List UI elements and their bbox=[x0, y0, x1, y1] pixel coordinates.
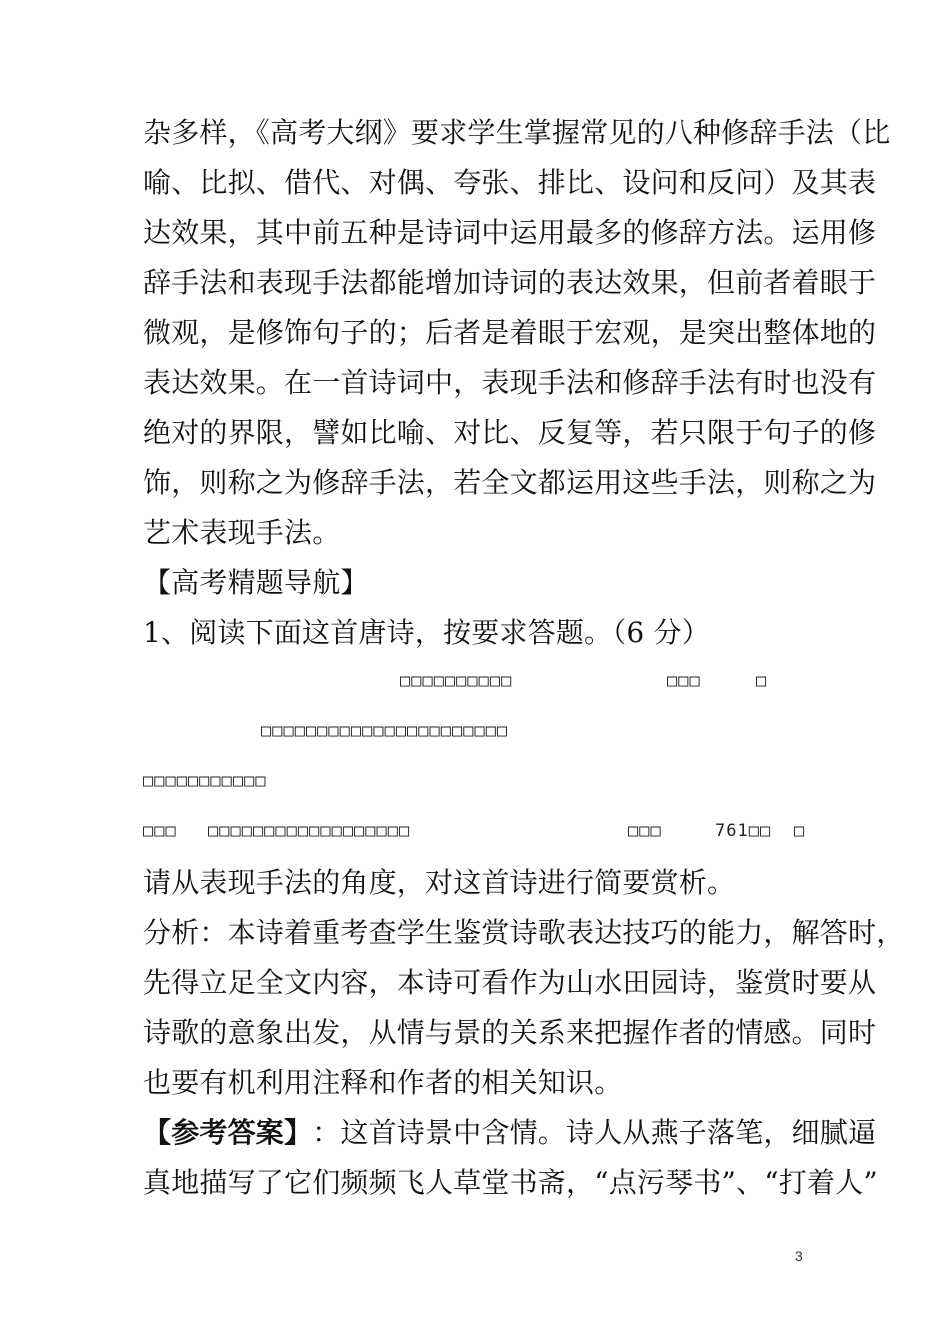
page-number: 3 bbox=[795, 1248, 803, 1264]
paragraph-line: 表达效果。在一首诗词中，表现手法和修辞手法有时也没有 bbox=[143, 366, 877, 399]
garbled-text: □□□□□□□□□□□ bbox=[143, 771, 267, 791]
answer-line: 真地描写了它们频频飞人草堂书斋，“点污琴书”、“打着人” bbox=[143, 1166, 878, 1199]
paragraph-line: 饰，则称之为修辞手法，若全文都运用这些手法，则称之为 bbox=[143, 466, 877, 499]
question-prompt: 1、阅读下面这首唐诗，按要求答题。（6 分） bbox=[143, 616, 710, 649]
paragraph-line: 艺术表现手法。 bbox=[143, 516, 341, 549]
garbled-text: □□□□□□□□□□□□□□□□□□ bbox=[208, 821, 411, 841]
paragraph-line: 微观，是修饰句子的；后者是着眼于宏观，是突出整体地的 bbox=[143, 316, 877, 349]
analysis-line: 也要有机利用注释和作者的相关知识。 bbox=[143, 1066, 623, 1099]
garbled-text: □ bbox=[794, 821, 806, 841]
paragraph-line: 辞手法和表现手法都能增加诗词的表达效果，但前者着眼于 bbox=[143, 266, 877, 299]
analysis-line: 先得立足全文内容，本诗可看作为山水田园诗，鉴赏时要从 bbox=[143, 966, 877, 999]
garbled-text: □□□ bbox=[143, 821, 177, 841]
garbled-text: □□□ bbox=[628, 821, 662, 841]
garbled-text: □□□ bbox=[667, 671, 701, 691]
paragraph-line: 喻、比拟、借代、对偶、夸张、排比、设问和反问）及其表 bbox=[143, 166, 877, 199]
garbled-text: 761□□ bbox=[715, 821, 772, 841]
garbled-text: □ bbox=[756, 671, 768, 691]
analysis-line: 诗歌的意象出发，从情与景的关系来把握作者的情感。同时 bbox=[143, 1016, 877, 1049]
instruction-line: 请从表现手法的角度，对这首诗进行简要赏析。 bbox=[143, 866, 736, 899]
analysis-line: 分析：本诗着重考查学生鉴赏诗歌表达技巧的能力，解答时， bbox=[143, 916, 905, 949]
paragraph-line: 杂多样，《高考大纲》要求学生掌握常见的八种修辞手法（比 bbox=[143, 116, 891, 149]
answer-line bbox=[143, 1116, 877, 1150]
answer-text: ：这首诗景中含情。诗人从燕子落笔，细腻逼 bbox=[312, 1116, 877, 1149]
garbled-text: □□□□□□□□□□□□□□□□□□□□□□ bbox=[261, 721, 509, 741]
garbled-text: □□□□□□□□□□ bbox=[400, 671, 513, 691]
paragraph-line: 达效果，其中前五种是诗词中运用最多的修辞方法。运用修 bbox=[143, 216, 877, 249]
paragraph-line: 绝对的界限，譬如比喻、对比、反复等，若只限于句子的修 bbox=[143, 416, 877, 449]
answer-label: 【参考答案】 bbox=[143, 1116, 313, 1149]
section-heading: 【高考精题导航】 bbox=[143, 566, 369, 599]
